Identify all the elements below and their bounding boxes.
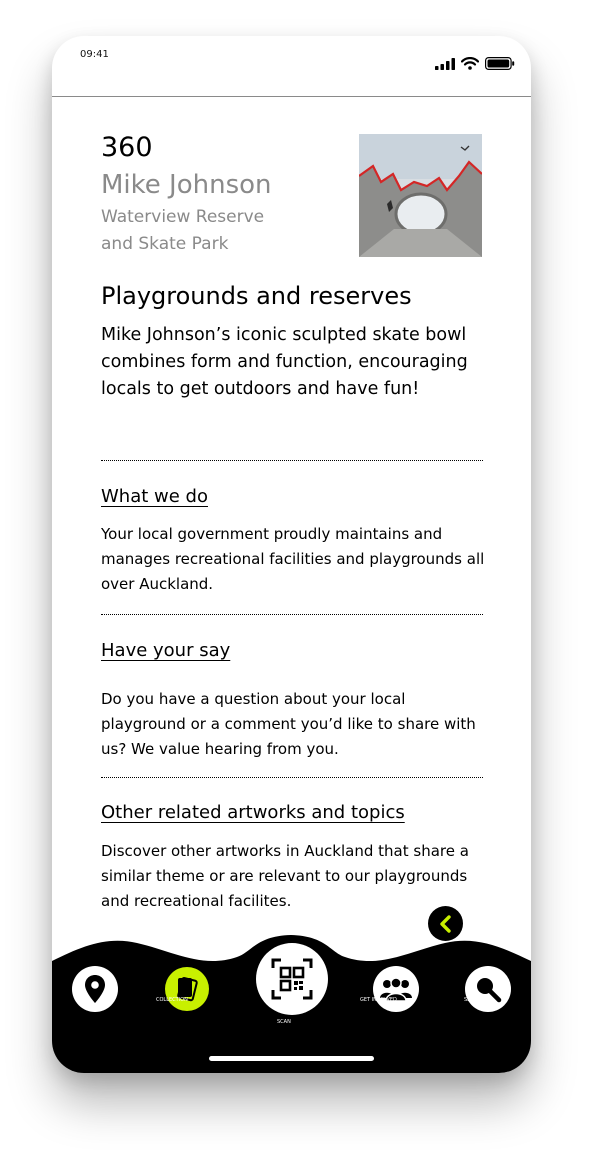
category-heading: Playgrounds and reserves <box>101 282 412 310</box>
home-indicator[interactable] <box>209 1056 374 1061</box>
artwork-thumbnail[interactable] <box>359 134 482 257</box>
related-artworks-link[interactable]: Other related artworks and topics <box>101 802 405 823</box>
have-your-say-text: Do you have a question about your local playground or a comment you’d like to share with us? We value hearing from you. <box>101 690 476 758</box>
artwork-location: Waterview Reserve and Skate Park <box>101 207 265 254</box>
status-icons <box>435 57 515 70</box>
dotted-divider <box>101 614 483 615</box>
search-button[interactable] <box>465 966 511 1012</box>
status-time: 09:41 <box>80 49 109 60</box>
search-label: SEARCH <box>464 997 485 1003</box>
what-we-do-link[interactable]: What we do <box>101 486 208 507</box>
status-bar <box>52 36 531 96</box>
artwork-number: 360 <box>101 132 153 163</box>
related-artworks-text: Discover other artworks in Auckland that share a similar theme or are relevant to our playgrounds and recreational facilites. <box>101 842 469 910</box>
category-intro: Mike Johnson’s iconic sculpted skate bowl combines form and function, encouraging locals to get outdoors and have fun! <box>101 325 468 399</box>
get-involved-button[interactable] <box>373 966 419 1012</box>
what-we-do-text: Your local government proudly maintains and manages recreational facilities and playgrounds all over Auckland. <box>101 525 485 593</box>
qr-code-icon <box>271 958 313 1000</box>
header-divider <box>52 96 531 97</box>
phone-frame <box>52 36 531 1073</box>
bottom-nav <box>52 921 531 1073</box>
battery-icon <box>485 57 515 70</box>
dotted-divider <box>101 460 483 461</box>
have-your-say-link[interactable]: Have your say <box>101 640 231 661</box>
map-button[interactable] <box>72 966 118 1012</box>
scan-button[interactable] <box>256 943 328 1015</box>
get-involved-label: GET INVOLVED <box>360 997 397 1003</box>
artist-name: Mike Johnson <box>101 170 272 200</box>
wifi-icon <box>461 57 479 70</box>
collection-button[interactable] <box>165 967 209 1011</box>
dotted-divider <box>101 777 483 778</box>
scan-label: SCAN <box>277 1019 291 1025</box>
collection-label: COLLECTION <box>156 997 188 1003</box>
signal-icon <box>435 58 455 70</box>
map-pin-icon <box>84 974 106 1004</box>
